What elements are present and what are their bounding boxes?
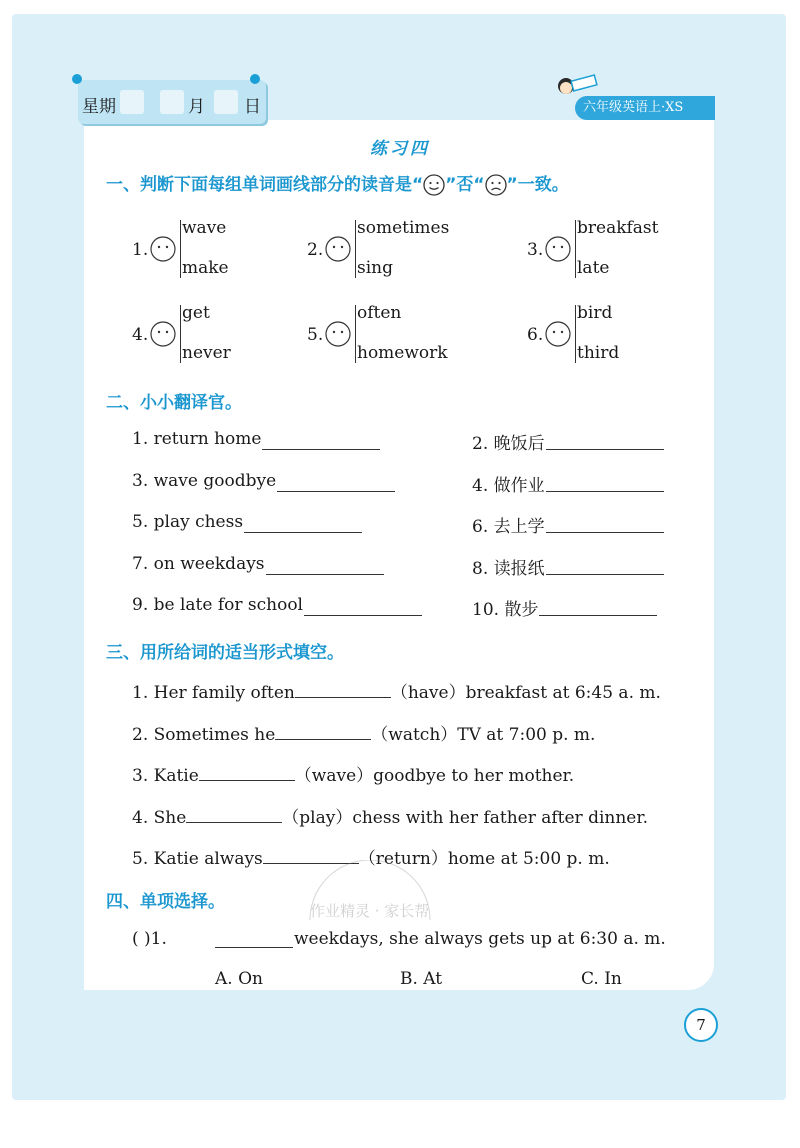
- translate-item: 4. 做作业: [472, 475, 545, 496]
- answer-face-icon[interactable]: [325, 321, 351, 351]
- item-suffix: （return）home at 5:00 p. m.: [358, 849, 610, 869]
- item-suffix: （watch）TV at 7:00 p. m.: [371, 724, 596, 745]
- answer-blank[interactable]: [546, 449, 664, 450]
- answer-blank[interactable]: [199, 764, 295, 781]
- answer-blank[interactable]: [546, 491, 664, 492]
- word: get: [182, 303, 210, 323]
- item-prefix: 2. Sometimes he: [132, 724, 276, 745]
- answer-blank[interactable]: [244, 532, 362, 533]
- item-number: 6.: [527, 325, 544, 345]
- answer-blank[interactable]: [546, 532, 664, 533]
- weekday-box[interactable]: [120, 90, 144, 114]
- answer-face-icon[interactable]: [150, 236, 176, 266]
- translate-item: 7. on weekdays: [132, 553, 265, 574]
- section2-heading: 二、小小翻译官。: [106, 393, 242, 413]
- pin-icon: [72, 74, 82, 84]
- item-number: 5.: [307, 325, 324, 345]
- word: never: [182, 343, 231, 363]
- item-number: 3.: [527, 240, 544, 260]
- watermark-text: 作业精灵 · 家长帮: [310, 902, 430, 920]
- answer-blank[interactable]: [186, 806, 282, 823]
- answer-face-icon[interactable]: [325, 236, 351, 266]
- word: late: [577, 258, 610, 278]
- item-prefix: 3. Katie: [132, 766, 199, 786]
- grade-label: 六年级英语上·XS: [575, 96, 715, 120]
- word: bird: [577, 303, 613, 323]
- sad-face-icon: [485, 174, 507, 196]
- word: homework: [357, 343, 448, 363]
- item-number: 1.: [132, 240, 149, 260]
- item-suffix: （wave）goodbye to her mother.: [294, 766, 575, 786]
- word: breakfast: [577, 218, 659, 238]
- option-c[interactable]: C. In: [581, 969, 622, 989]
- answer-blank[interactable]: [275, 723, 371, 740]
- answer-face-icon[interactable]: [545, 321, 571, 351]
- item-suffix: （have）breakfast at 6:45 a. m.: [390, 683, 661, 703]
- month-box[interactable]: [160, 90, 184, 114]
- translate-item: 2. 晚饭后: [472, 434, 545, 454]
- word: sometimes: [357, 218, 450, 238]
- section3-heading: 三、用所给词的适当形式填空。: [106, 643, 344, 663]
- answer-blank[interactable]: [262, 449, 380, 450]
- word: third: [577, 343, 620, 363]
- word: wave: [182, 218, 227, 238]
- day-box[interactable]: [214, 90, 238, 114]
- pin-icon: [250, 74, 260, 84]
- item-prefix: 1. Her family often: [132, 683, 295, 703]
- answer-blank[interactable]: [304, 615, 422, 616]
- word: sing: [357, 258, 393, 278]
- section1-heading: 一、判断下面每组单词画线部分的读音是“ ”否“ ”一致。: [106, 175, 569, 195]
- answer-blank[interactable]: [215, 947, 293, 948]
- page-title: 练习四: [370, 139, 430, 159]
- watermark: [300, 860, 450, 960]
- item-number: 4.: [132, 325, 149, 345]
- translate-item: 1. return home: [132, 429, 262, 449]
- item-prefix: 5. Katie always: [132, 849, 263, 869]
- answer-face-icon[interactable]: [150, 321, 176, 351]
- weekday-label: 星期: [82, 97, 116, 117]
- item-number: 2.: [307, 240, 324, 260]
- answer-blank[interactable]: [539, 615, 657, 616]
- question-text: weekdays, she always gets up at 6:30 a. m.: [294, 929, 666, 949]
- fill-in-item: [132, 803, 648, 828]
- item-suffix: （play）chess with her father after dinner.: [282, 807, 649, 828]
- month-label: 月: [188, 97, 205, 117]
- fill-in-item: [132, 678, 661, 703]
- section4-heading: 四、单项选择。: [106, 892, 225, 912]
- item-prefix: 4. She: [132, 807, 187, 828]
- fill-in-item: [132, 720, 595, 745]
- translate-item: 5. play chess: [132, 512, 244, 532]
- option-a[interactable]: A. On: [215, 969, 263, 989]
- answer-blank[interactable]: [277, 491, 395, 492]
- translate-item: 10. 散步: [472, 600, 539, 620]
- date-tab: [78, 80, 266, 124]
- answer-blank[interactable]: [546, 574, 664, 575]
- answer-blank[interactable]: [266, 574, 384, 575]
- translate-item: 8. 读报纸: [472, 558, 545, 579]
- answer-face-icon[interactable]: [545, 236, 571, 266]
- smile-face-icon: [423, 174, 445, 196]
- fill-in-item: [132, 761, 574, 786]
- word: often: [357, 303, 402, 323]
- translate-item: 9. be late for school: [132, 595, 303, 615]
- question-paren: ( )1.: [132, 929, 167, 949]
- option-b[interactable]: B. At: [400, 969, 443, 989]
- translate-item: 3. wave goodbye: [132, 470, 277, 491]
- answer-blank[interactable]: [295, 681, 391, 698]
- word: make: [182, 258, 229, 278]
- translate-item: 6. 去上学: [472, 517, 545, 537]
- day-label: 日: [244, 97, 261, 117]
- page-number: 7: [684, 1008, 718, 1042]
